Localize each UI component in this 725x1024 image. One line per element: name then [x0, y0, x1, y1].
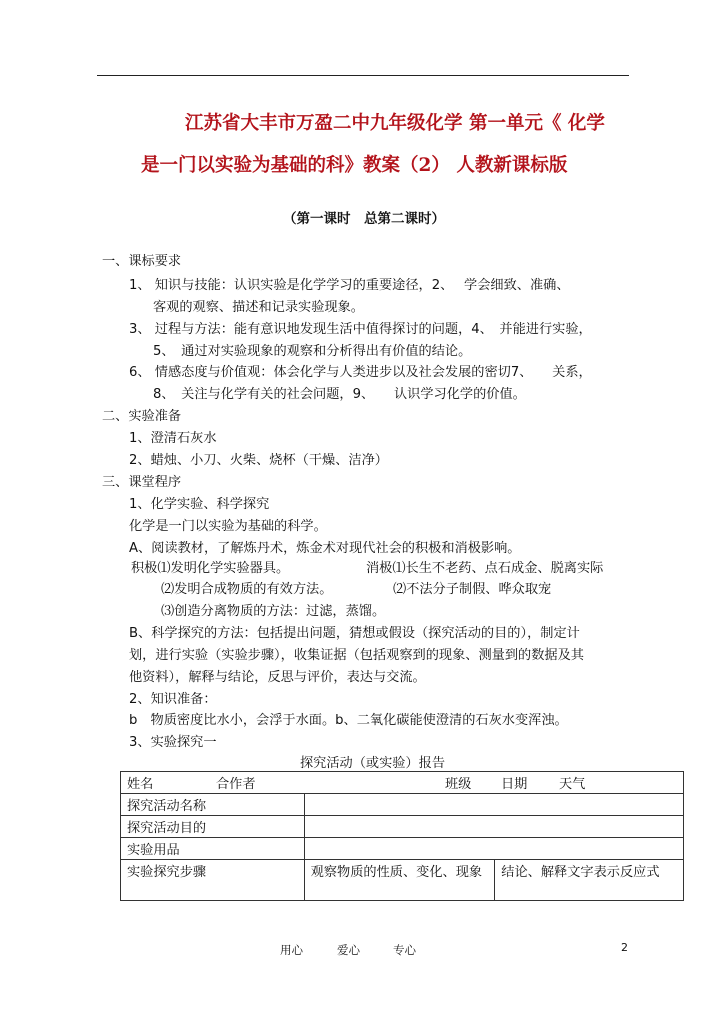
- title-line-1: 江苏省大丰市万盈二中九年级化学 第一单元《 化学: [185, 113, 605, 134]
- name-label: 姓名: [127, 777, 154, 792]
- negative-item: 消极⑴长生不老药、点石成金、脱离实际: [366, 561, 604, 576]
- positive-item: ⑵发明合成物质的有效方法。: [161, 582, 333, 597]
- positive-item: 积极⑴发明化学实验器具。: [131, 561, 290, 576]
- activity-name-label: 探究活动名称: [121, 794, 305, 816]
- partner-label: 合作者: [216, 777, 256, 792]
- table-row: [121, 838, 684, 860]
- header-rule: [97, 75, 629, 76]
- footer-motto-2: 爱心: [337, 943, 360, 957]
- table-row: [121, 794, 684, 816]
- conclusion-header: 结论、解释文字表示反应式: [495, 860, 684, 901]
- section-heading-procedure: 三、课堂程序: [102, 475, 182, 490]
- steps-label: 实验探究步骤: [121, 860, 305, 901]
- preparation-item: 1、澄清石灰水: [129, 431, 217, 446]
- negative-item: ⑵不法分子制假、哗众取宠: [393, 582, 552, 597]
- positive-item: ⑶创造分离物质的方法：过滤，蒸馏。: [161, 604, 386, 619]
- standards-line: 8、 关注与化学有关的社会问题，9、 认识学习化学的价值。: [153, 387, 526, 402]
- preparation-item: 2、蜡烛、小刀、火柴、烧杯（干燥、洁净）: [129, 453, 388, 468]
- procedure-line: 他资料），解释与结论，反思与评价，表达与交流。: [129, 670, 426, 685]
- class-label: 班级: [445, 777, 472, 792]
- procedure-line: 化学是一门以实验为基础的科学。: [129, 519, 327, 534]
- standards-line: 3、 过程与方法：能有意识地发现生活中值得探讨的问题，4、 并能进行实验，: [129, 322, 592, 337]
- standards-line: 客观的观察、描述和记录实验现象。: [153, 300, 364, 315]
- knowledge-heading: 2、知识准备：: [129, 692, 217, 707]
- section-heading-standards: 一、课标要求: [102, 254, 182, 269]
- standards-line: 6、 情感态度与价值观：体会化学与人类进步以及社会发展的密切7、 关系，: [129, 365, 592, 380]
- report-caption: 探究活动（或实验）报告: [300, 756, 446, 771]
- procedure-line: B、科学探究的方法：包括提出问题，猜想或假设（探究活动的目的），制定计: [129, 626, 580, 641]
- section-heading-preparation: 二、实验准备: [102, 409, 182, 424]
- observation-header: 观察物质的性质、变化、现象: [304, 860, 495, 901]
- materials-value[interactable]: [304, 838, 683, 860]
- weather-label: 天气: [559, 777, 586, 792]
- footer-motto-3: 专心: [393, 943, 416, 957]
- activity-purpose-label: 探究活动目的: [121, 816, 305, 838]
- knowledge-line: b 物质密度比水小，会浮于水面。b、二氧化碳能使澄清的石灰水变浑浊。: [129, 713, 568, 728]
- date-label: 日期: [501, 777, 528, 792]
- procedure-line: A、阅读教材，了解炼丹术，炼金术对现代社会的积极和消极影响。: [129, 541, 521, 556]
- title-line-2: 是一门以实验为基础的科》教案（2） 人教新课标版: [141, 155, 568, 176]
- lesson-subtitle: （第一课时 总第二课时）: [283, 211, 445, 227]
- standards-line: 5、 通过对实验现象的观察和分析得出有价值的结论。: [153, 344, 472, 359]
- page-number: 2: [621, 941, 628, 954]
- standards-line: 1、 知识与技能：认识实验是化学学习的重要途径，2、 学会细致、准确、: [129, 278, 570, 293]
- table-row: [121, 816, 684, 838]
- table-row: [121, 860, 684, 901]
- experiment-heading: 3、实验探究一: [129, 735, 217, 750]
- info-cell: [121, 772, 684, 794]
- procedure-line: 1、化学实验、科学探究: [129, 497, 270, 512]
- footer-motto-1: 用心: [280, 943, 303, 957]
- activity-name-value[interactable]: [304, 794, 683, 816]
- procedure-line: 划，进行实验（实验步骤），收集证据（包括观察到的现象、测量到的数据及其: [129, 648, 584, 663]
- table-row: [121, 772, 684, 794]
- activity-purpose-value[interactable]: [304, 816, 683, 838]
- materials-label: 实验用品: [121, 838, 305, 860]
- report-table: [120, 771, 684, 901]
